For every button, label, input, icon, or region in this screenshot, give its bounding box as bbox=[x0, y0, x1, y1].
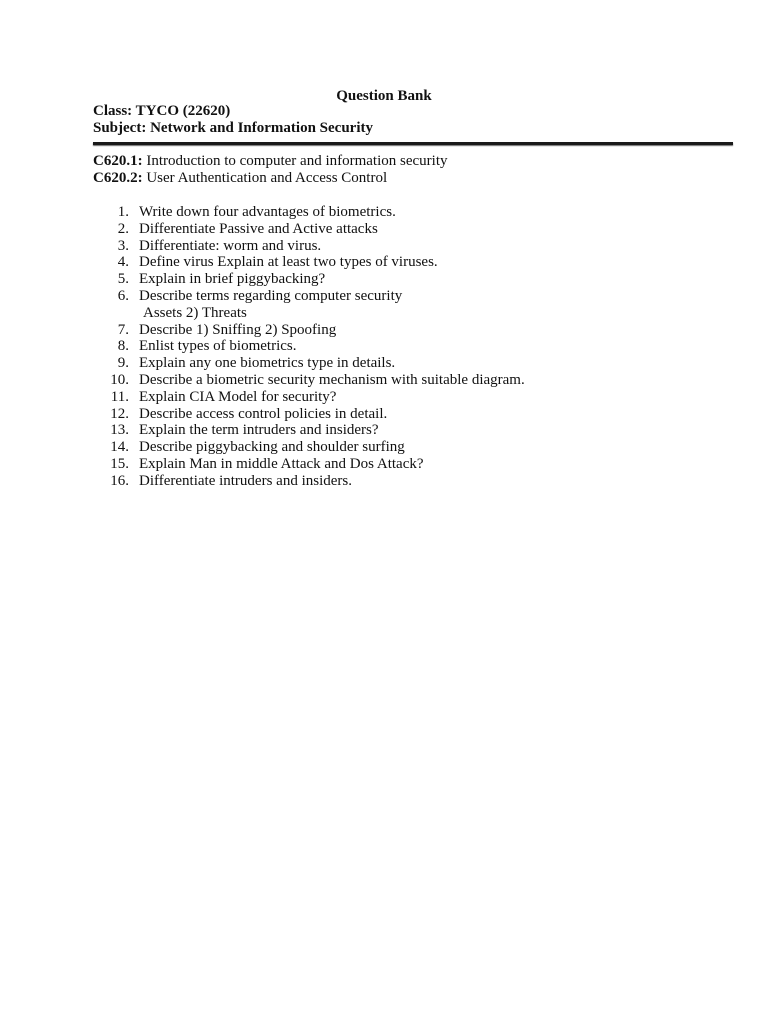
question-item bbox=[93, 221, 693, 238]
class-line bbox=[93, 103, 230, 120]
question-number: 2. bbox=[117, 220, 129, 237]
question-text: Describe access control policies in detail. bbox=[139, 405, 388, 422]
question-item bbox=[93, 406, 693, 423]
question-text: Describe piggybacking and shoulder surfing bbox=[139, 439, 405, 456]
question-subline bbox=[93, 305, 693, 322]
question-item bbox=[93, 372, 693, 389]
question-text: Write down four advantages of biometrics. bbox=[139, 204, 396, 220]
question-text: Describe 1) Sniffing 2) Spoofing bbox=[139, 321, 337, 338]
question-number: 3. bbox=[117, 237, 129, 254]
subject-line bbox=[93, 120, 373, 137]
subject-label: Subject: bbox=[93, 120, 147, 136]
question-text: Enlist types of biometrics. bbox=[139, 338, 297, 355]
question-number: 5. bbox=[117, 271, 129, 288]
question-number: 7. bbox=[117, 321, 129, 338]
question-item bbox=[93, 389, 693, 406]
question-item bbox=[93, 422, 693, 439]
question-item bbox=[93, 254, 693, 271]
subject-value: Network and Information Security bbox=[150, 120, 373, 136]
question-item bbox=[93, 439, 693, 456]
course-outcome-1 bbox=[93, 153, 448, 170]
course-outcome-code: C620.2: bbox=[93, 170, 143, 186]
question-text: Describe terms regarding computer security bbox=[139, 287, 403, 304]
question-number: 6. bbox=[117, 287, 129, 304]
class-label: Class: bbox=[93, 103, 133, 119]
document-title: Question Bank bbox=[336, 88, 432, 104]
question-item bbox=[93, 288, 693, 305]
question-number: 9. bbox=[117, 355, 129, 372]
question-text: Describe a biometric security mechanism with suitable diagram. bbox=[139, 371, 525, 388]
question-number: 10. bbox=[110, 371, 129, 388]
question-number: 8. bbox=[117, 338, 129, 355]
question-number: 16. bbox=[110, 472, 129, 489]
question-item bbox=[93, 473, 693, 490]
question-item bbox=[93, 338, 693, 355]
question-number: 14. bbox=[110, 439, 129, 456]
question-text: Explain the term intruders and insiders? bbox=[139, 422, 379, 439]
question-number: 1. bbox=[117, 204, 129, 220]
course-outcome-text: Introduction to computer and information security bbox=[146, 153, 448, 169]
question-item bbox=[93, 322, 693, 339]
question-number: 12. bbox=[110, 405, 129, 422]
question-number: 13. bbox=[110, 422, 129, 439]
course-outcome-2 bbox=[93, 170, 387, 187]
question-subtext: Assets 2) Threats bbox=[143, 304, 247, 321]
question-number: 4. bbox=[117, 254, 129, 271]
question-text: Explain CIA Model for security? bbox=[139, 388, 337, 405]
question-number: 15. bbox=[110, 455, 129, 472]
question-item bbox=[93, 238, 693, 255]
question-text: Explain Man in middle Attack and Dos Attack? bbox=[139, 455, 424, 472]
class-value: TYCO (22620) bbox=[135, 103, 231, 119]
question-item bbox=[93, 271, 693, 288]
question-text: Differentiate intruders and insiders. bbox=[139, 472, 352, 489]
question-text: Explain in brief piggybacking? bbox=[139, 271, 326, 288]
question-item bbox=[93, 456, 693, 473]
question-text: Explain any one biometrics type in details. bbox=[139, 355, 396, 372]
question-item bbox=[93, 204, 693, 221]
course-outcome-text: User Authentication and Access Control bbox=[146, 170, 388, 186]
header-divider bbox=[93, 142, 733, 145]
question-item bbox=[93, 355, 693, 372]
question-list bbox=[93, 204, 693, 490]
question-text: Define virus Explain at least two types of viruses. bbox=[139, 254, 438, 271]
course-outcome-code: C620.1: bbox=[93, 153, 143, 169]
question-number: 11. bbox=[110, 388, 129, 405]
question-text: Differentiate Passive and Active attacks bbox=[139, 220, 378, 237]
question-text: Differentiate: worm and virus. bbox=[139, 237, 322, 254]
